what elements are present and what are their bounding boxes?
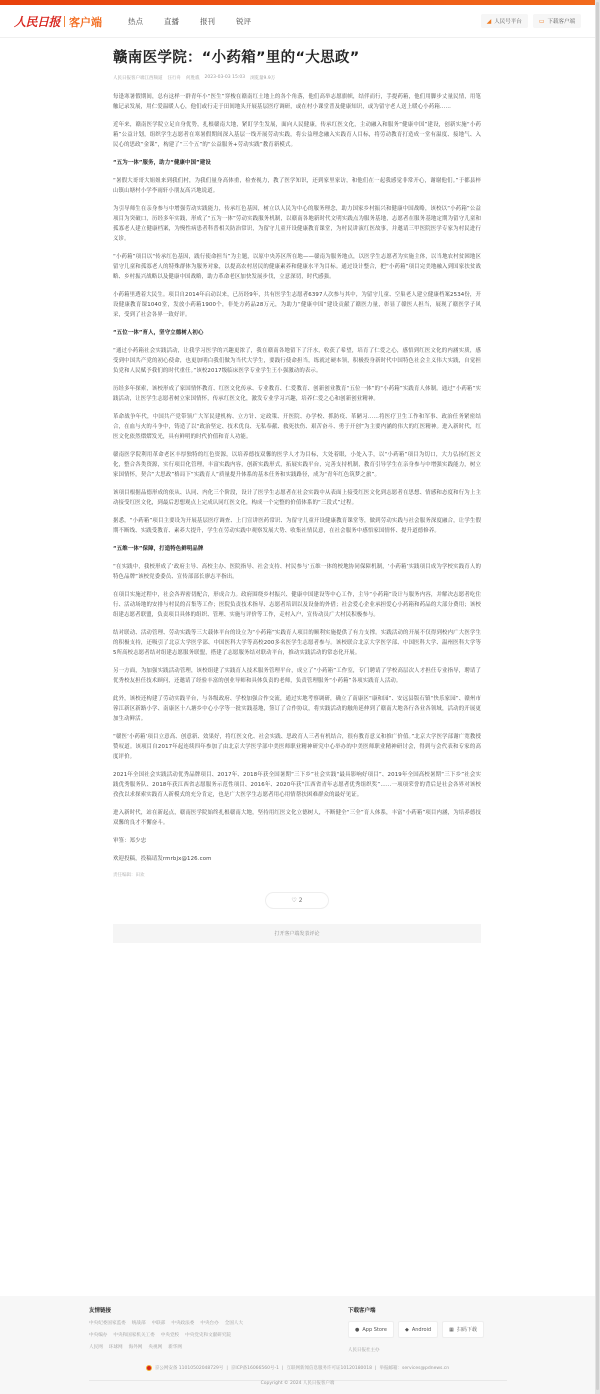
article-paragraph: 审签：郑少忠	[113, 838, 147, 844]
platform-button-label: 人民号平台	[494, 19, 522, 25]
article-paragraph: 为引导师生在亲身参与中增强劳动实践能力，传承红色基因，树立以人民为中心的服务理念，助力国家乡村振兴和健康中国战略，该校以“小药箱”公益项目为突破口，历经多年实践，形成了“五为一体”劳动实践服务机制，以赣南各地新时代文明实践点为服务基地，志愿者在服务基地定期为留守儿童和孤寡老人建立健康档案，为慢性病患者科普相关防治常识，为留守儿童开设健康教育课堂，为村民讲演红医故事，并邀请三甲医院医学专家为村民进行义诊。	[113, 206, 481, 242]
logo-sub: 客户端	[69, 15, 103, 29]
friendly-link[interactable]: 中央党校	[160, 1333, 180, 1338]
friendly-link[interactable]: 人民网	[89, 1345, 103, 1350]
friendly-link[interactable]: 中央台办	[200, 1321, 219, 1326]
article-source: 人民日报客户端江西频道	[113, 76, 163, 81]
article-paragraph: 该项目根据品德形成的依从、认同、内化三个阶段，设计了医学生志愿者在社会实践中从表面上接受红医文化到志愿者在思想、情感和态度和行为上主动接受红医文化，到最后思想观点上完成认同红医文化，构成一个完整的价值体系的“三段式”过程。	[113, 490, 481, 506]
article-meta	[113, 75, 481, 81]
friendly-links-row	[89, 1330, 339, 1342]
separator: |	[375, 1365, 377, 1371]
header-actions	[481, 14, 581, 28]
news-license: 互联网新闻信息服务许可证10120180018	[286, 1366, 373, 1371]
main-nav	[128, 16, 272, 27]
article-views: 浏览量9.9万	[250, 76, 276, 81]
like-button[interactable]	[265, 892, 329, 909]
app-store-button[interactable]	[348, 1321, 394, 1338]
article-paragraph: 革命战争年代，中国共产党带领广大军民建机构、立方针、定政策、开医院、办学校、抓防疫、革陋习……将医疗卫生工作和军事、政治任务紧密结合，在血与火的斗争中，铸造了以“政治坚定、技术优良、无私奉献、救死扶伤、艰苦奋斗、勇于开创”为主要内涵的伟大的红医精神。进入新时代，红医文化依然熠熠发光，具有鲜明的时代价值和育人功能。	[113, 414, 481, 440]
friendly-links-row	[89, 1318, 339, 1330]
platform-button[interactable]	[481, 14, 528, 28]
article-paragraph: 历经多年探索，该校形成了家国情怀教育、红医文化传承、专业教育、仁爱教育、创新创业教育“五位一体”的“小药箱”实践育人体制。通过“小药箱”实践活动，让医学生志愿者树立家国情怀，传承红医文化，激发专业学习兴趣，培养仁爱之心和创新创业精神。	[113, 386, 481, 402]
nav-item-newspaper[interactable]: 报刊	[200, 17, 215, 26]
friendly-link[interactable]: 中联部	[151, 1321, 166, 1326]
friendly-link[interactable]: 新华网	[168, 1345, 182, 1350]
legal-info	[0, 1365, 595, 1371]
friendly-links	[89, 1318, 339, 1354]
nav-item-live[interactable]: 直播	[164, 17, 179, 26]
download-section	[348, 1306, 484, 1353]
like-count: 2	[298, 897, 303, 904]
article-paragraph: 此外，该校还构建了劳动实践平台，与各级政府、学校加强合作交流，通过实地考察调研，确立了南康区“康和园”、安远县版石镇“快乐家园”、赣州市蓉江新区新路小学、南康区十八塘乡中心小学等一批实践基地，签订了合作协议，将实践活动的触角延伸到了赣南大地各行各业各领域，活动的开展更加生动鲜活。	[113, 696, 481, 722]
qrcode-icon: ▦	[449, 1326, 454, 1333]
logo-main: 人民日报	[14, 15, 61, 29]
friendly-links-row	[89, 1342, 339, 1354]
responsible-editor: 责任编辑：田欢	[113, 873, 145, 878]
public-security-record[interactable]: 京公网安备 11010502048729号	[154, 1366, 224, 1371]
download-buttons	[348, 1321, 484, 1338]
open-app-comment-button[interactable]: 打开客户端发表评论	[113, 924, 481, 943]
article-paragraph: 欢迎投稿，投稿请发rmrbjx@126.com	[113, 856, 212, 862]
article-paragraph: 结对联动、活动管理、劳动实践等三大载体平台的设立为“小药箱”实践育人项目的顺利实施提供了有力支撑。实践活动的开展不仅得到校内广大医学生的积极支持，还吸引了北京大学医学部、中国医科大学等高校200多名医学生志愿者参与。该校联合北京大学医学部、中国医科大学、温州医科大学等5所高校志愿者结对组建志愿服务联盟，搭建了志愿服务结对联动平台，推动实践活动的常态化开展。	[113, 630, 481, 656]
megaphone-icon: ◢	[486, 17, 492, 25]
site-header	[0, 5, 595, 38]
article-paragraph: “暑假大哥哥大姐姐来到我们村，为我们量身高体重，检查视力，教了医学知识，还到家里家访，和他们在一起我感觉非常开心，谢谢他们。”于都县梓山镇山塘村小学李雨轩小朋友高兴地说道。	[113, 178, 481, 194]
sponsor-text: 人民日报社主办	[348, 1348, 380, 1353]
article-paragraph: 每逢寒暑假期间，总有这样一群青年小“医生”穿梭在赣南红土地上的各个角落，他们高举志愿旗帜，结伴而行，手提药箱，他们用脚步丈量民情，用笔触记录发展，用仁爱温暖人心，他们或行走于田间地头开展基层医疗调研，或在村小课堂普及健康知识，或为留守老人送上暖心小药箱……	[113, 94, 481, 110]
qr-download-label: 扫码下载	[456, 1327, 477, 1333]
legal-row	[0, 1365, 595, 1371]
article-title: 赣南医学院：“小药箱”里的“大思政”	[113, 50, 360, 66]
friendly-link[interactable]: 全国人大	[224, 1321, 244, 1326]
friendly-link[interactable]: 央视网	[148, 1345, 163, 1350]
icp-record[interactable]: 京ICP备16066560号-1	[230, 1366, 279, 1371]
friendly-link[interactable]: 中央政法委	[171, 1321, 195, 1326]
friendly-link[interactable]: 中央和国家机关工委	[113, 1333, 155, 1338]
article-paragraph: 进入新时代，站在新起点，赣南医学院始终扎根赣南大地，坚持用红医文化立德树人，不断健全“三全”育人体系，丰富“小药箱”项目内涵，为培养德技双馨的良才不懈奋斗。	[113, 810, 481, 826]
friendly-link[interactable]: 中央纪委国家监委	[89, 1321, 126, 1326]
section-heading: “五位一体”育人，坚守立德树人初心	[113, 330, 204, 336]
section-heading: “五为一体”服务，助力“健康中国”建设	[113, 160, 211, 166]
page-scrollbar[interactable]	[595, 0, 600, 1394]
scrollbar-thumb[interactable]	[596, 2, 599, 1390]
article-paragraph: 在项目实施过程中，社会各界密切配合，形成合力。政府围绕乡村振兴、健康中国建设等中心工作，主导“小药箱”设计与服务内容，并解决志愿者吃住行、活动场地的安排与村民的召集等工作；医院负责技术指导、志愿者培训以及设备的外借；社会爱心企业承担爱心小药箱和药品的大部分费用；该校组建志愿者联盟，负责项目具体的组织、管理、实施与评价等工作，走村入户，宣传动员广大村民积极参与。	[113, 592, 481, 618]
article-author: 何胜谯	[186, 76, 200, 81]
download-app-button-label: 下载客户端	[547, 19, 575, 25]
logo-divider	[64, 16, 65, 27]
friendly-link[interactable]: 环球网	[108, 1345, 123, 1350]
friendly-link[interactable]: 海外网	[128, 1345, 143, 1350]
nav-item-commentary[interactable]: 锐评	[236, 17, 251, 26]
section-heading: “五维一体”保障，打造特色鲜明品牌	[113, 546, 204, 552]
copyright: Copyright © 2024 人民日报客户端	[260, 1381, 335, 1386]
article-paragraph: “在实践中，我校形成了‘政府主导、高校主办、医院指导、社会支持、村民参与’五维一体的校地协同保障机制，‘小药箱’实践项目成为学校实践育人的特色品牌”该校党委委员、宣传部部长廖志平指出。	[113, 564, 481, 580]
android-label: Android	[411, 1326, 432, 1333]
report-email[interactable]: 举报邮箱：services@pdnews.cn	[379, 1366, 450, 1371]
article-paragraph: 2021年全国社会实践活动优秀品牌项目、2017年、2018年获全国暑期“三下乡”社会实践“最具影响好项目”、2019年全国高校暑期“三下乡”社会实践优秀服务队、2018年获江西省志愿服务示范性项目、2016年、2020年获“江西省青年志愿者优秀组织奖”……一项项荣誉的背后是社会各界对该校孜孜以求探索实践育人新模式的充分肯定，也是广大医学生志愿者用心用情帮扶困难群众的最好见证。	[113, 772, 481, 798]
friendly-link[interactable]: 统战部	[131, 1321, 146, 1326]
article-paragraph: 另一方面，为加强实践活动管理，该校组建了实践育人技术服务管理平台，成立了“小药箱”工作室，专门聘请了学校高层次人才担任专业指导，聘请了优秀校友担任技术顾问，还邀请了经验丰富的创业导师和具体负责的老师，负责管理服务“小药箱”各项实践育人活动。	[113, 668, 481, 684]
separator: |	[226, 1365, 228, 1371]
article-paragraph: “赣医‘小药箱’项目立意高、创意新、效果好，将红医文化、社会实践、思政育人三者有机结合，很有教育意义和推广价值。”北京大学医学部谢广宽教授赞叹道。该项目自2017年起连续四年参加了由北京大学医学部中美医师职业精神研究中心举办的中美医师职业精神研讨会，得到与会代表和专家的高度评价。	[113, 734, 481, 760]
article-paragraph: 小药箱里透着大民生。项目自2014年启动以来，已历经9年，共有医学生志愿者6397人次参与其中，为留守儿童、空巢老人建立健康档案2534份，开设健康教育课1040堂，发放小药箱1900个，非处方药品28万元，为助力“健康中国”建设贡献了赣医力量，彰显了赣医人担当，展现了赣医学子风采，受到了社会各界一致好评。	[113, 292, 481, 318]
friendly-link[interactable]: 中央编办	[89, 1333, 108, 1338]
android-button[interactable]	[398, 1321, 438, 1338]
app-store-label: App Store	[362, 1326, 387, 1333]
article-paragraph: 近年来，赣南医学院立足自身优势，扎根赣南大地，紧盯学生发展，面向人民健康，传承红医文化，主动融入和服务“健康中国”建设，创新实施“小药箱”公益计划，组织学生志愿者在寒暑假期间深入基层一线开展劳动实践，将公益理念融入实践育人目标，将劳动教育打造成一堂有温度、接地气、入民心的思政“金课”，构建了“三个五”的“公益服务+劳动实践”教育新模式。	[113, 122, 481, 148]
article	[113, 48, 481, 943]
article-paragraph: “通过小药箱社会实践活动，让我学习医学的兴趣更浓了，我在赣南各地留下了汗水，收获了希望，培育了仁爱之心，感悟到红医文化的内涵实质，感受到中国共产党的初心使命，也更加明白我们做为当代大学生，要践行使命担当，练就过硬本领，积极投身新时代中国特色社会主义伟大实践，自觉担负党和人民赋予我们的时代重任。”该校2017级临床医学专业学生王小强激动的表示。	[113, 348, 481, 374]
apple-icon: ●	[355, 1326, 360, 1333]
article-author: 汪行舟	[167, 76, 181, 81]
friendly-links-title: 友情链接	[89, 1308, 112, 1314]
article-paragraph: 据悉，“小药箱”项目主要设为开展基层医疗调查、上门宣讲医药常识、为留守儿童开设健康教育课堂等，做到劳动实践与社会服务深度融合，让学生假期不断线、实践受教育、素养大提升，学生在劳动实践中观察发展大势、收集社情民意，在社会服务中感悟家国情怀、提升道德修养。	[113, 518, 481, 534]
article-paragraph: 赣南医学院利用革命老区丰厚独特的红色资源，以培养德技双馨的医学人才为目标，大处着眼，小处入手，以“小药箱”项目为切口，大力弘扬红医文化，整合各类资源，实行项目化管理，丰富实践内容，创新实践形式，拓展实践平台，完善支持机制，教育引导学生在亲身参与中增强实践能力，树立家国情怀，契合“大思政”格局下“实践育人”质量提升体系的基本任务和实践路径，成为“青年红色筑梦之旅”。	[113, 452, 481, 478]
download-app-button[interactable]	[533, 14, 581, 28]
friendly-link[interactable]: 中央党史和文献研究院	[185, 1333, 232, 1338]
like-wrap	[113, 892, 481, 909]
separator: |	[281, 1365, 284, 1371]
article-paragraph: “小药箱”项目以“传承红色基因，践行使命担当”为主题，以原中央苏区所在地——赣南为服务地点，以医学生志愿者为实施主体，以当地农村贫困地区留守儿童和孤寡老人的特殊群体为服务对象，以提高农村居民的健康素养和健康水平为目标。通过设计整合，把“小药箱”项目完美地融入到国家扶贫战略、乡村振兴战略以及健康中国战略，助力革命老区加快发展步伐，立意深切，时代感强。	[113, 254, 481, 280]
police-emblem-icon	[146, 1365, 152, 1371]
android-icon: ◆	[404, 1326, 409, 1333]
article-datetime: 2023-03-03 15:03	[204, 75, 246, 80]
phone-icon: ▭	[538, 17, 545, 25]
site-logo[interactable]	[14, 13, 102, 30]
article-body	[113, 92, 481, 864]
qr-download-button[interactable]	[442, 1321, 484, 1338]
heart-icon: ♡	[291, 897, 297, 904]
download-title: 下载客户端	[348, 1308, 376, 1314]
nav-item-hot[interactable]: 热点	[128, 17, 143, 26]
